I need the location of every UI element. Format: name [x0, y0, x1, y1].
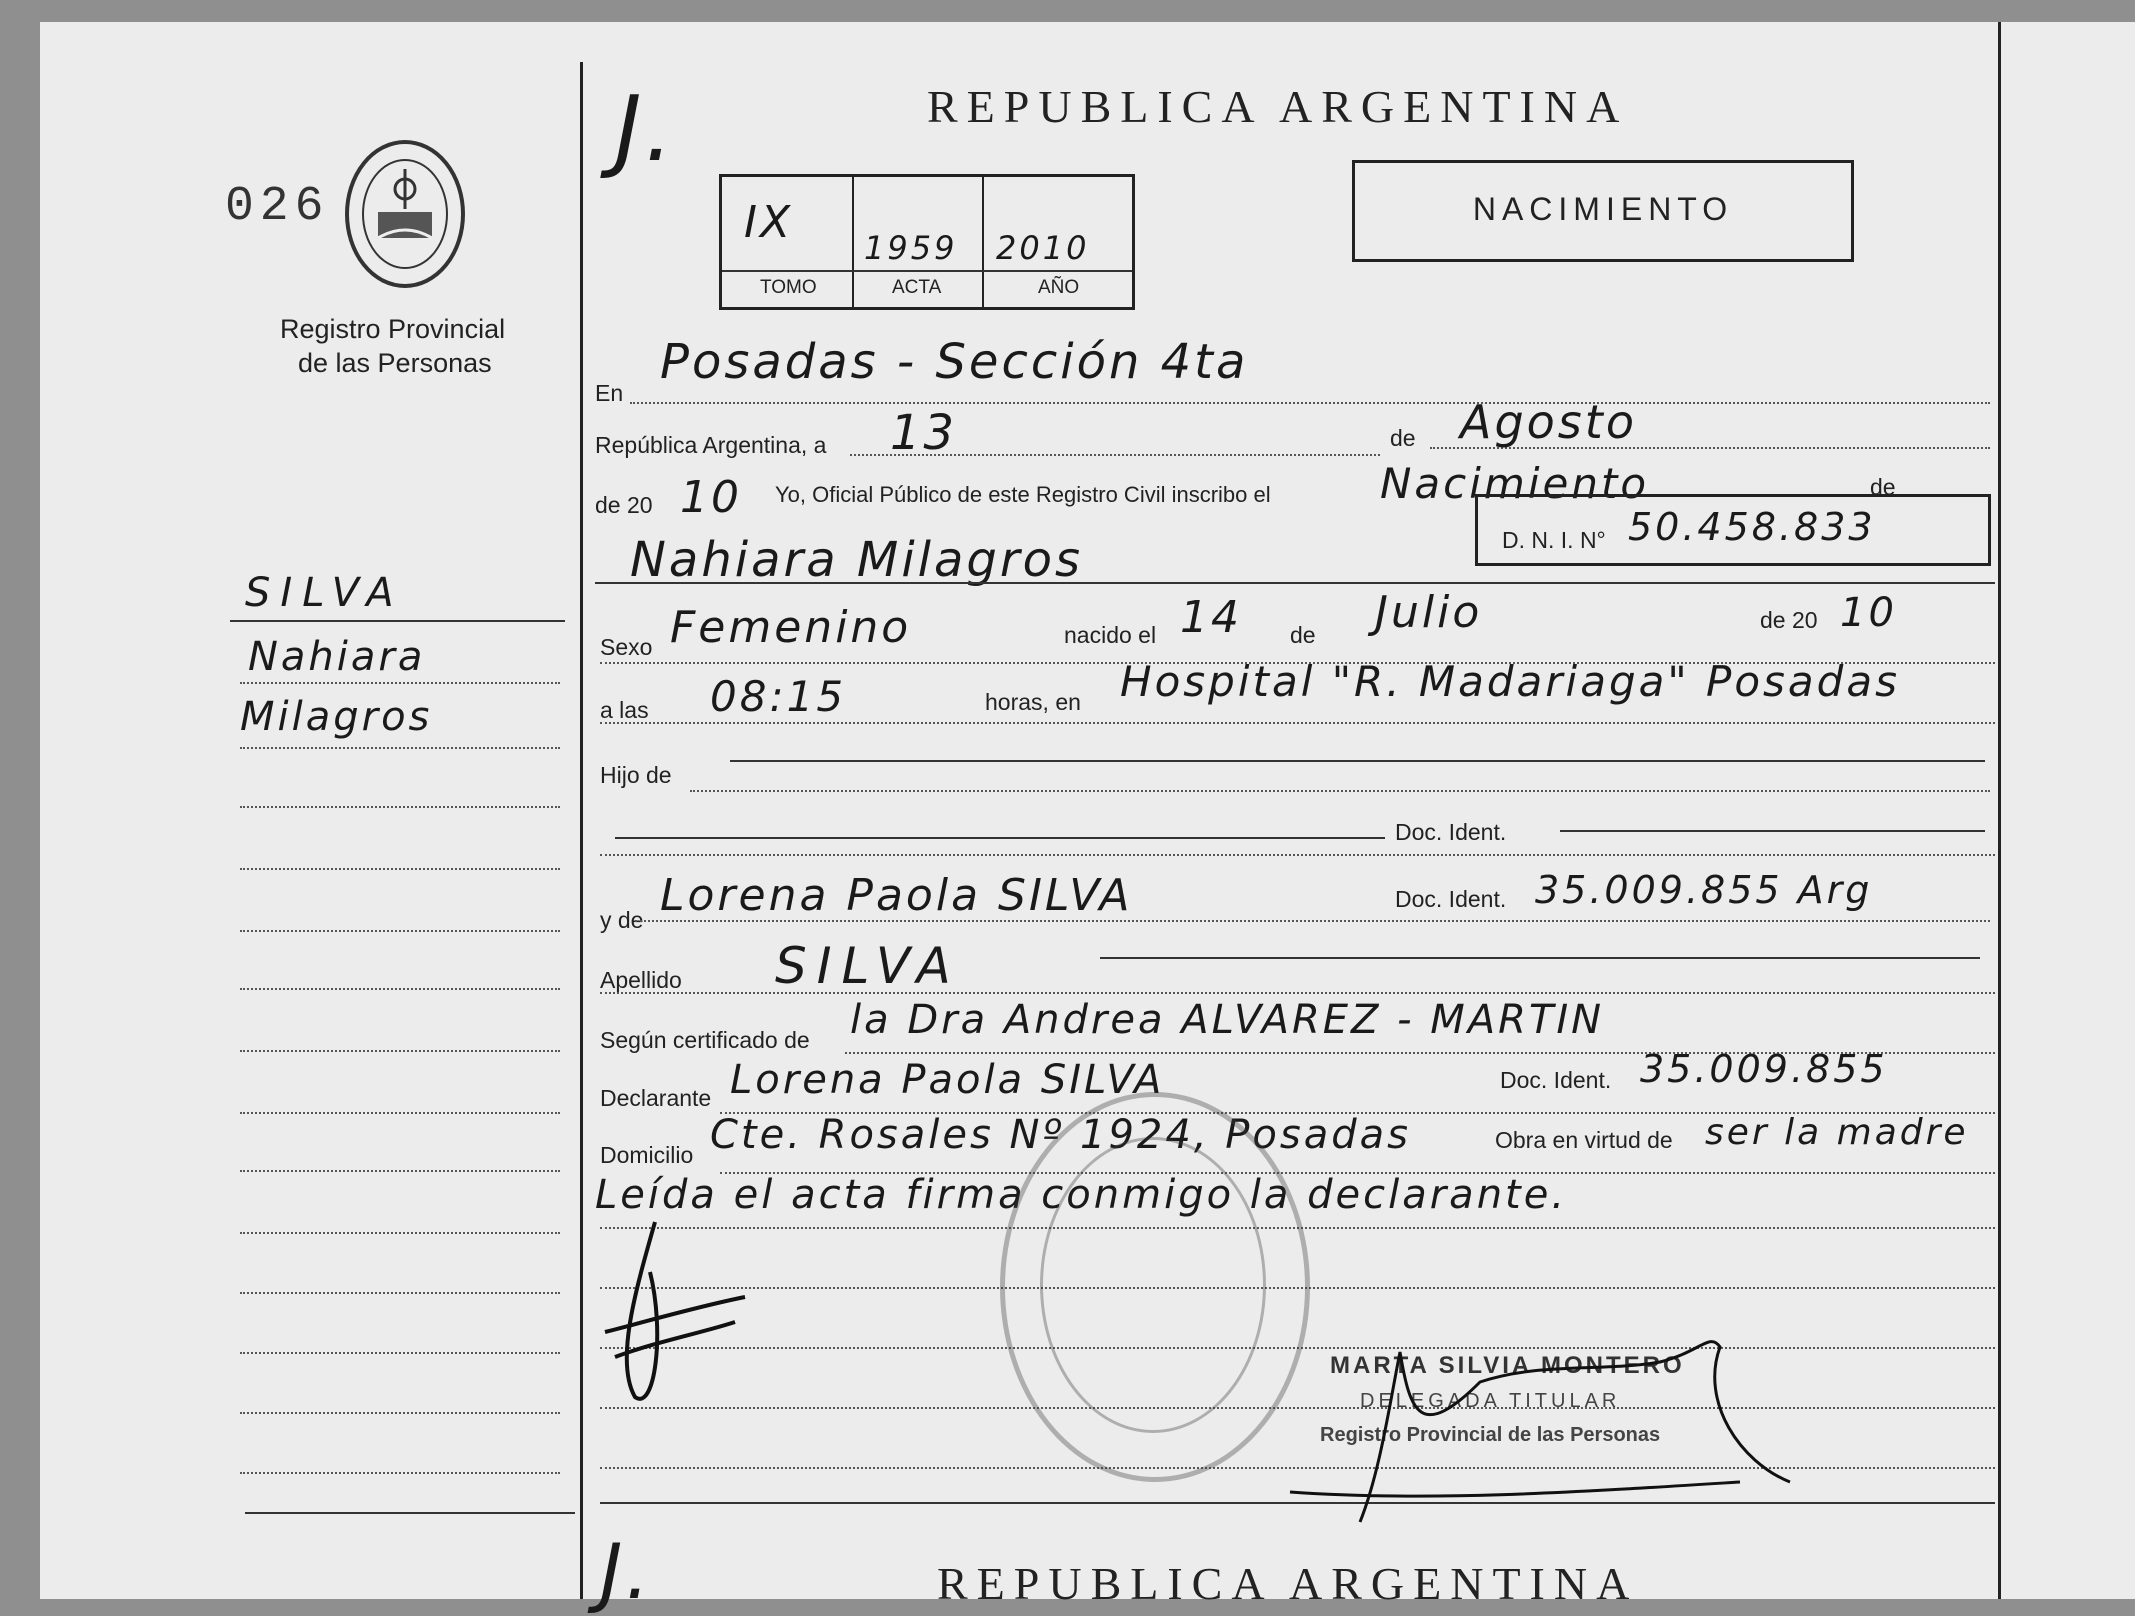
birth-de-label: de	[1290, 622, 1316, 648]
margin-bottom-rule	[245, 1512, 575, 1514]
official-seal-stamp-inner	[1040, 1137, 1266, 1433]
inscribo-value: Nacimiento	[1380, 459, 1650, 508]
nacido-label: nacido el	[1064, 622, 1157, 648]
margin-line	[240, 806, 560, 808]
father-line	[615, 837, 1385, 839]
next-page-initial: J.	[600, 1527, 653, 1616]
dni-value: 50.458.833	[1628, 505, 1876, 549]
obra-label: Obra en virtud de	[1495, 1127, 1673, 1153]
declarant-signature	[595, 1212, 755, 1412]
acta-value: 1959	[864, 229, 958, 267]
registry-name-line1: Registro Provincial	[280, 314, 506, 344]
anio-label: AÑO	[1038, 277, 1080, 298]
right-border	[1998, 22, 2001, 1599]
mother-line	[635, 920, 1990, 922]
mother-value: Lorena Paola SILVA	[660, 870, 1133, 921]
birth-day-value: 14	[1180, 592, 1242, 643]
book-reference-box	[719, 174, 1135, 310]
en-value: Posadas - Sección 4ta	[660, 334, 1249, 390]
mother-doc-label: Doc. Ident.	[1395, 886, 1507, 912]
apellido-line	[1100, 957, 1980, 959]
registry-name-line2: de las Personas	[298, 348, 492, 378]
obra-value: ser la madre	[1705, 1112, 1969, 1153]
hijo-line	[730, 760, 1985, 762]
apellido-value: SILVA	[775, 937, 961, 995]
certifier-value: la Dra Andrea ALVAREZ - MARTIN	[850, 997, 1605, 1043]
official-signature	[1280, 1322, 1800, 1532]
day-value: 13	[890, 405, 958, 461]
act-type-box	[1352, 160, 1854, 262]
act-type-label: NACIMIENTO	[1472, 191, 1734, 227]
dni-label: D. N. I. N°	[1502, 527, 1606, 553]
column-divider	[580, 62, 583, 1599]
acta-label: ACTA	[892, 277, 942, 298]
hijo-label: Hijo de	[600, 762, 672, 788]
address-value: Cte. Rosales Nº 1924, Posadas	[710, 1112, 1411, 1158]
segun-label: Según certificado de	[600, 1027, 810, 1053]
hijo-dots	[690, 790, 1990, 792]
official-office: Registro Provincial de las Personas	[1320, 1424, 1661, 1446]
clerk-initial: J.	[615, 77, 677, 182]
margin-line	[240, 1352, 560, 1354]
republica-label: República Argentina, a	[595, 432, 827, 458]
birth-de20-label: de 20	[1760, 607, 1818, 633]
horas-label: horas, en	[985, 689, 1081, 715]
birth-certificate-page	[40, 22, 2135, 1616]
declarant-doc-label: Doc. Ident.	[1500, 1067, 1612, 1093]
domicilio-label: Domicilio	[600, 1142, 694, 1168]
apellido-dots	[600, 992, 1995, 994]
margin-first-name: Nahiara	[248, 634, 426, 680]
anio-value: 2010	[996, 229, 1090, 267]
margin-line	[240, 930, 560, 932]
child-name-value: Nahiara Milagros	[630, 532, 1083, 588]
country-title: REPUBLICA ARGENTINA	[927, 81, 1629, 132]
declarant-value: Lorena Paola SILVA	[730, 1057, 1165, 1103]
margin-line	[240, 1170, 560, 1172]
margin-line	[240, 1050, 560, 1052]
father-doc-label: Doc. Ident.	[1395, 819, 1507, 845]
official-title: DELEGADA TITULAR	[1360, 1390, 1621, 1412]
margin-second-name: Milagros	[240, 694, 433, 740]
place-line	[600, 722, 1995, 724]
margin-line	[240, 868, 560, 870]
serial-number: 026	[225, 180, 330, 234]
de-label-2: de	[1870, 474, 1896, 500]
de-label: de	[1390, 425, 1416, 451]
margin-rule	[230, 620, 565, 622]
father-doc-line	[1560, 830, 1985, 832]
declarante-label: Declarante	[600, 1085, 712, 1111]
father-dots	[600, 854, 1995, 856]
margin-line	[240, 682, 560, 684]
margin-line	[240, 1472, 560, 1474]
tomo-value: IX	[744, 197, 794, 248]
birth-year-value: 10	[1840, 590, 1897, 636]
yde-label: y de	[600, 907, 644, 933]
alas-label: a las	[600, 697, 649, 723]
sexo-value: Femenino	[670, 602, 912, 653]
declarant-doc-value: 35.009.855	[1640, 1047, 1888, 1091]
month-value: Agosto	[1460, 395, 1637, 449]
box-inner-rule	[722, 270, 1132, 272]
hora-value: 08:15	[710, 672, 847, 721]
margin-line	[240, 747, 560, 749]
provincial-seal-icon	[340, 134, 470, 294]
apellido-label: Apellido	[600, 967, 682, 993]
inscribo-label: Yo, Oficial Público de este Registro Civil inscribo el	[775, 482, 1271, 507]
birth-month-value: Julio	[1375, 587, 1483, 638]
en-line	[630, 402, 1990, 404]
margin-surname: SILVA	[245, 570, 404, 616]
margin-line	[240, 1412, 560, 1414]
next-page-title: REPUBLICA ARGENTINA	[937, 1558, 1639, 1609]
margin-line	[240, 1292, 560, 1294]
official-name: MARTA SILVIA MONTERO	[1330, 1352, 1685, 1379]
margin-line	[240, 988, 560, 990]
de20-label: de 20	[595, 492, 653, 518]
child-name-line	[595, 582, 1995, 584]
sexo-label: Sexo	[600, 634, 653, 660]
closing-statement: Leída el acta firma conmigo la declarante.	[595, 1172, 1568, 1218]
place-value: Hospital "R. Madariaga" Posadas	[1120, 657, 1900, 706]
dni-box	[1475, 494, 1991, 566]
margin-line	[240, 1232, 560, 1234]
margin-line	[240, 1112, 560, 1114]
year-value: 10	[680, 472, 742, 523]
tomo-label: TOMO	[760, 277, 817, 298]
mother-doc-value: 35.009.855 Arg	[1535, 868, 1873, 912]
en-label: En	[595, 380, 624, 406]
